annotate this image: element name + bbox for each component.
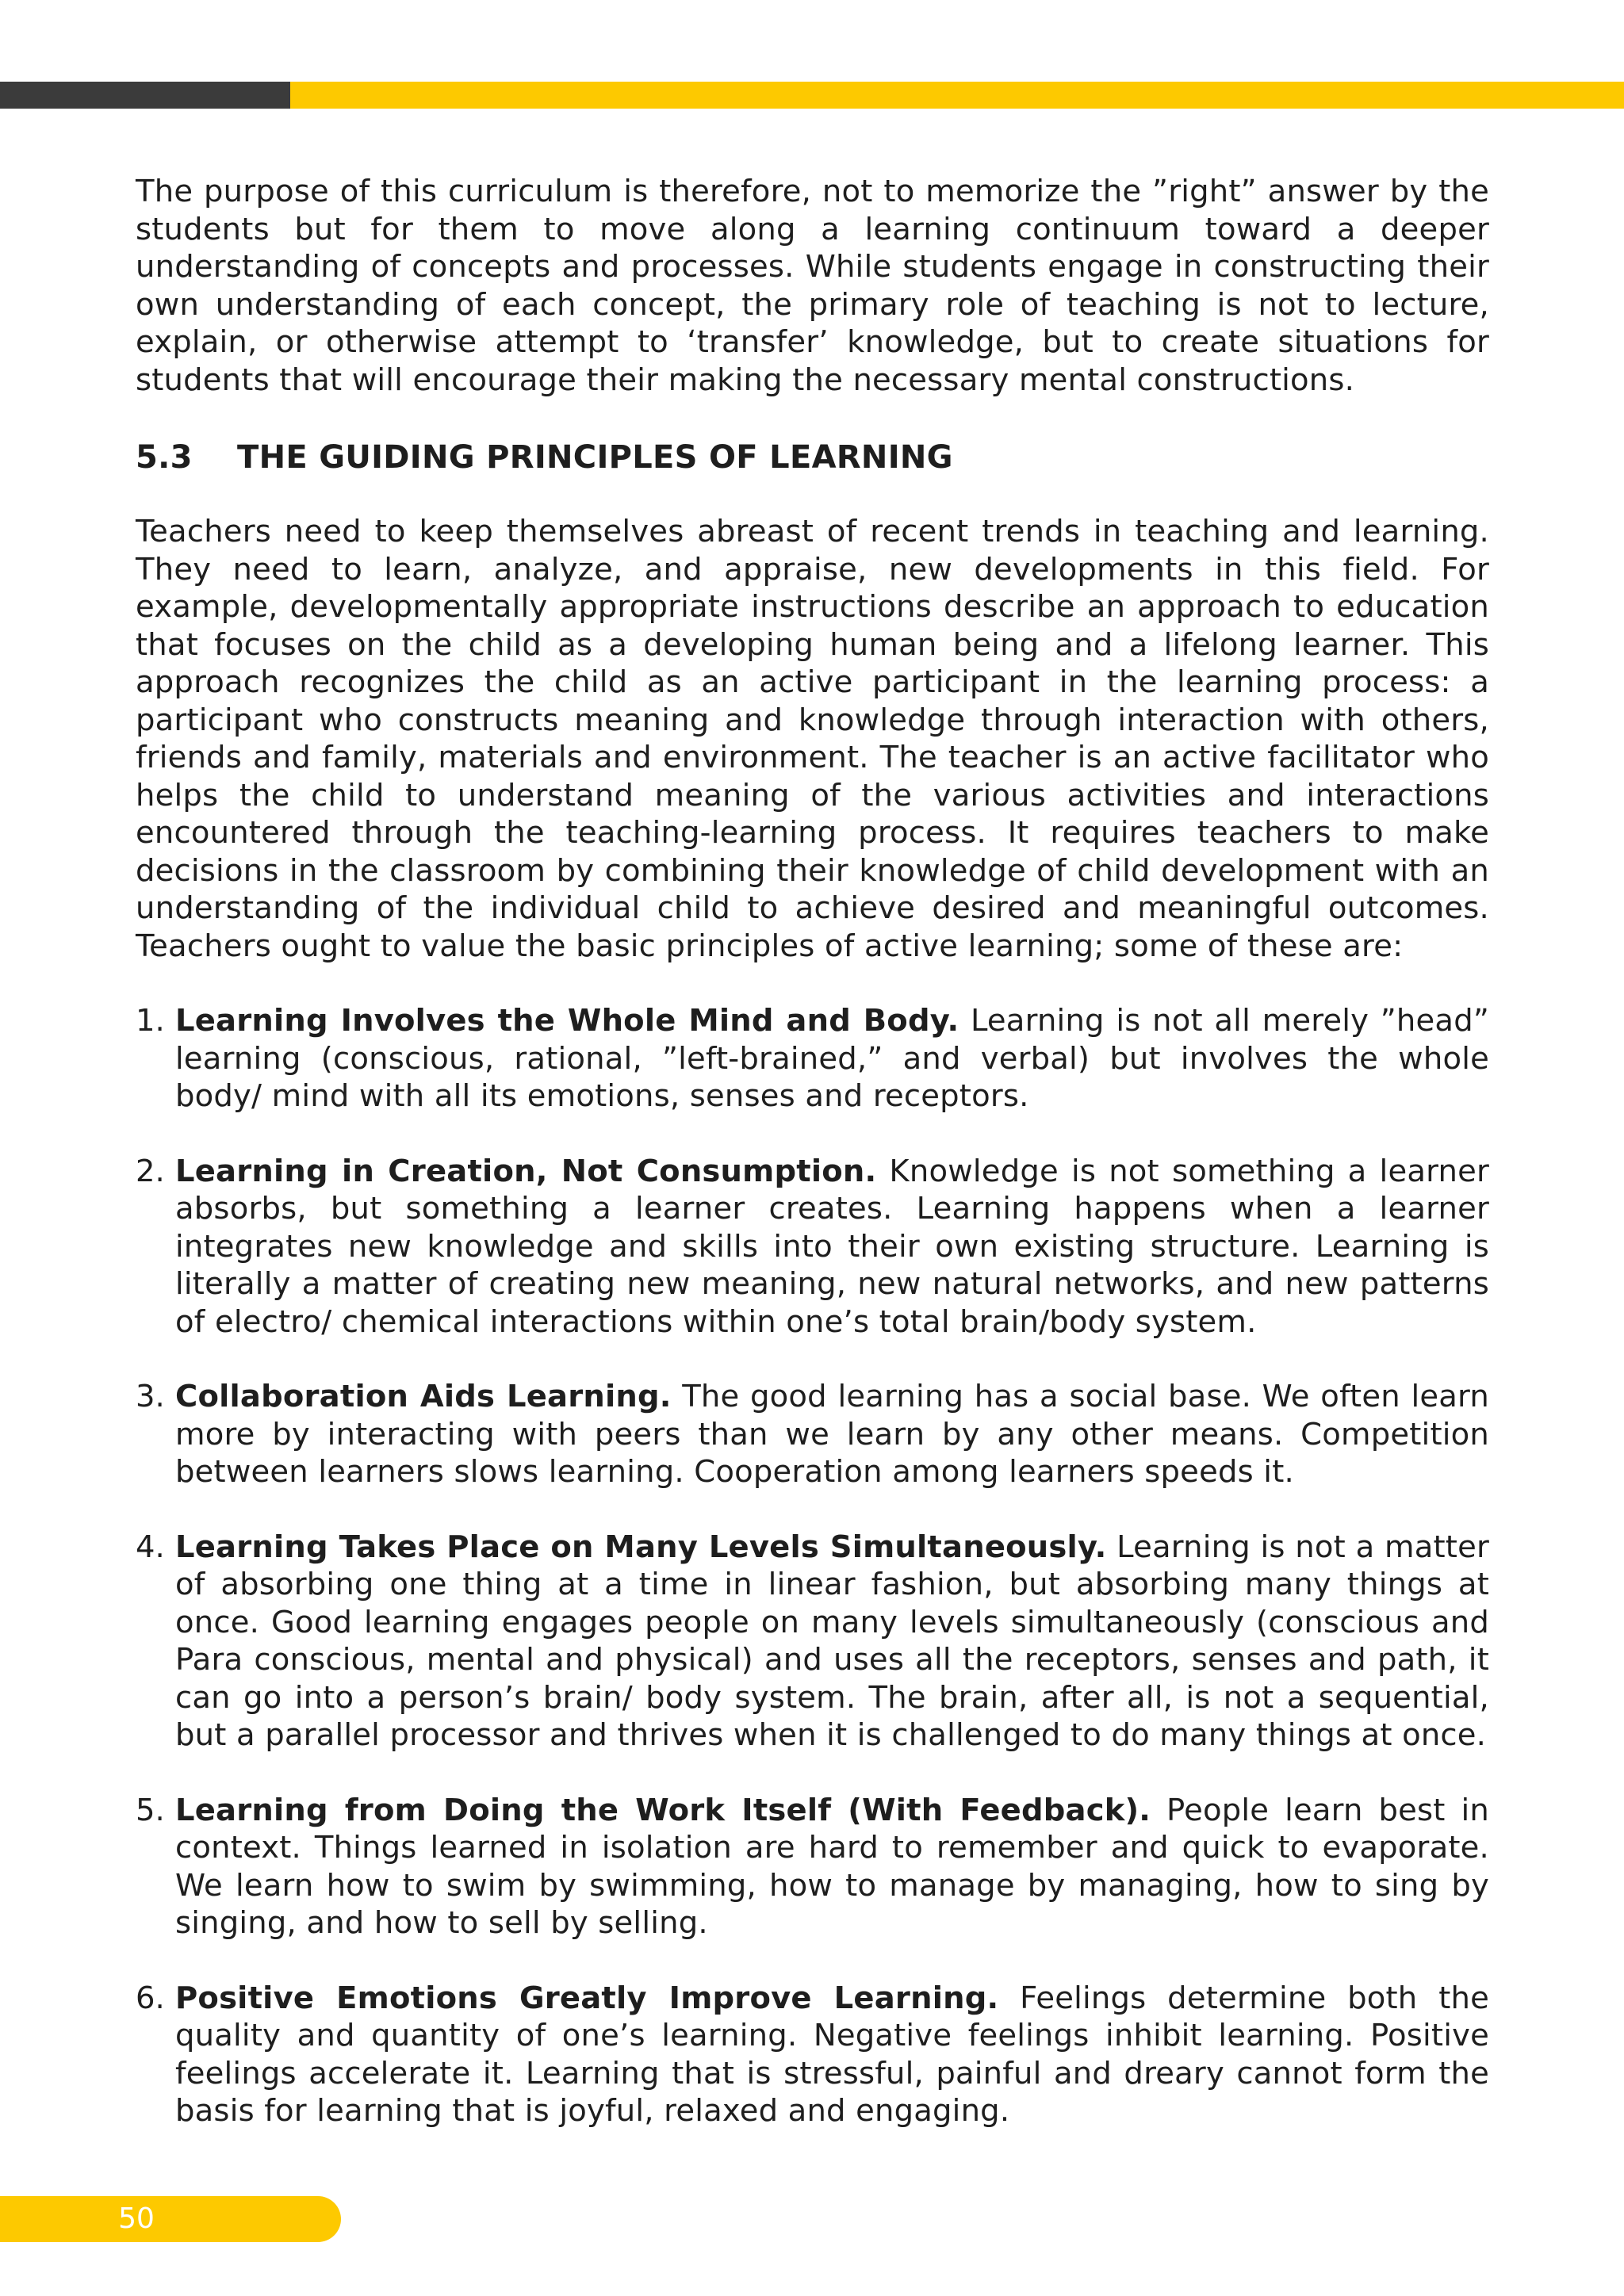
intro-paragraph: The purpose of this curriculum is therefore, not to memorize the ”right” answer by the students but for them to move along a learning continuum toward a deeper understanding of concepts and processes. While students engage in constructing their own understanding of each concept, the primary role of teaching is not to lecture, explain, or otherwise attempt to ‘transfer’ knowledge, but to create situations for students that will encourage their making the necessary mental constructions. bbox=[136, 174, 1489, 398]
list-item-text: Knowledge is not something a learner absorbs, but something a learner creates. Learning happens when a learner integrates new knowledge and skills into their own existing structure. Learning is literally a matter of creating new meaning, new natural networks, and new patterns of electro/ chemical interactions within one’s total brain/body system. bbox=[175, 1153, 1489, 1340]
list-item-title: Learning from Doing the Work Itself (With Feedback). bbox=[175, 1792, 1151, 1828]
list-item-title: Positive Emotions Greatly Improve Learning. bbox=[175, 1980, 999, 2016]
page-number: 50 bbox=[118, 2202, 155, 2235]
list-item-text: People learn best in context. Things learned in isolation are hard to remember and quick to evaporate. We learn how to swim by swimming, how to manage by managing, how to sing by singing, and how to sell by selling. bbox=[175, 1792, 1489, 1941]
principles-list bbox=[136, 1002, 1489, 2130]
list-item-body bbox=[175, 1002, 1489, 1115]
list-item bbox=[136, 1378, 1489, 1491]
list-item-body bbox=[175, 1529, 1489, 1755]
list-item bbox=[136, 1002, 1489, 1115]
section-number: 5.3 bbox=[136, 439, 193, 476]
list-item-body bbox=[175, 1378, 1489, 1491]
page-number-badge bbox=[0, 2196, 341, 2242]
page-content bbox=[136, 173, 1489, 2168]
list-item-number: 2. bbox=[136, 1153, 165, 1189]
section-title: THE GUIDING PRINCIPLES OF LEARNING bbox=[237, 439, 953, 476]
header-accent-bar-dark-segment bbox=[0, 82, 290, 109]
list-item bbox=[136, 1792, 1489, 1942]
header-accent-bar bbox=[0, 82, 1624, 109]
list-item-title: Learning Involves the Whole Mind and Body. bbox=[175, 1003, 959, 1039]
list-item-text: Feelings determine both the quality and quantity of one’s learning. Negative feelings inhibit learning. Positive feelings accelerate it. Learning that is stressful, painful and dreary cannot form the basis for learning that is joyful, relaxed and engaging. bbox=[175, 1980, 1489, 2129]
list-item-title: Collaboration Aids Learning. bbox=[175, 1379, 672, 1414]
list-item-number: 6. bbox=[136, 1980, 165, 2016]
list-item-body bbox=[175, 1980, 1489, 2130]
list-item-body bbox=[175, 1792, 1489, 1942]
list-item bbox=[136, 1529, 1489, 1755]
list-item-text: Learning is not all merely ”head” learning (conscious, rational, ”left-brained,” and verbal) but involves the whole body/ mind with all its emotions, senses and receptors. bbox=[175, 1003, 1489, 1114]
section-heading bbox=[136, 438, 1489, 476]
list-item-text: Learning is not a matter of absorbing one thing at a time in linear fashion, but absorbing many things at once. Good learning engages people on many levels simultaneously (conscious and Para conscious, mental and physical) and uses all the receptors, senses and path, it can go into a person’s brain/ body system. The brain, after all, is not a sequential, but a parallel processor and thrives when it is challenged to do many things at once. bbox=[175, 1529, 1489, 1753]
list-item-title: Learning in Creation, Not Consumption. bbox=[175, 1153, 877, 1189]
list-item-number: 3. bbox=[136, 1379, 165, 1414]
list-item-text: The good learning has a social base. We often learn more by interacting with peers than we learn by any other means. Competition between learners slows learning. Cooperation among learners speeds it. bbox=[175, 1379, 1489, 1490]
list-item-number: 1. bbox=[136, 1003, 165, 1039]
list-item-number: 4. bbox=[136, 1529, 165, 1565]
list-item-title: Learning Takes Place on Many Levels Simultaneously. bbox=[175, 1529, 1107, 1565]
list-item bbox=[136, 1980, 1489, 2130]
list-item-number: 5. bbox=[136, 1792, 165, 1828]
list-item-body bbox=[175, 1153, 1489, 1341]
list-item bbox=[136, 1153, 1489, 1341]
section-paragraph: Teachers need to keep themselves abreast of recent trends in teaching and learning. They need to learn, analyze, and appraise, new developments in this field. For example, developmentally appropriate instructions describe an approach to education that focuses on the child as a developing human being and a lifelong learner. This approach recognizes the child as an active participant in the learning process: a participant who constructs meaning and knowledge through interaction with others, friends and family, materials and environment. The teacher is an active facilitator who helps the child to understand meaning of the various activities and interactions encountered through the teaching-learning process. It requires teachers to make decisions in the classroom by combining their knowledge of child development with an understanding of the individual child to achieve desired and meaningful outcomes. Teachers ought to value the basic principles of active learning; some of these are: bbox=[136, 514, 1489, 964]
